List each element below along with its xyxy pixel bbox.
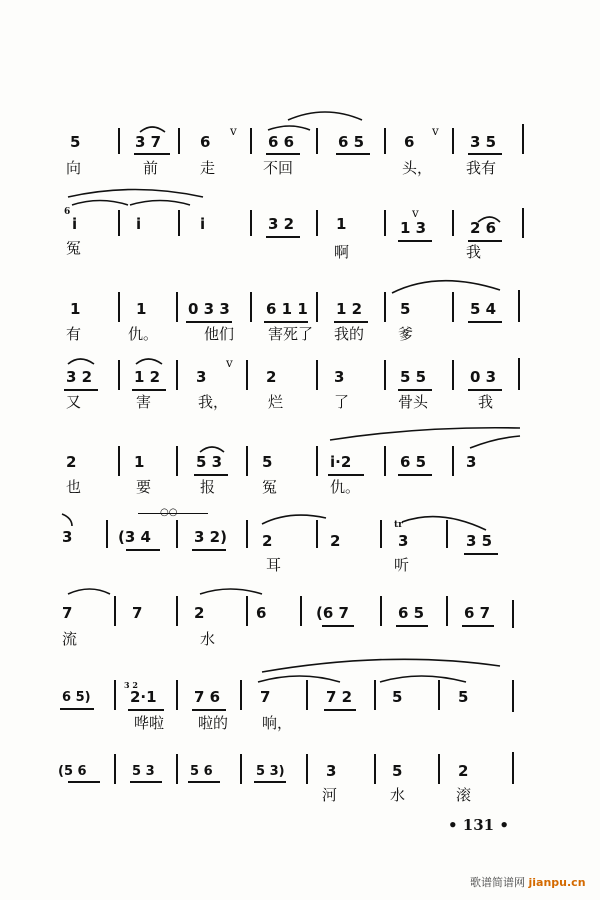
note: 2 (66, 453, 77, 471)
note: (5 6 (58, 764, 87, 779)
slur (130, 201, 190, 206)
note: 7 2 (326, 688, 353, 706)
slur (258, 676, 340, 682)
note: 0 3 3 (188, 300, 230, 318)
beam (336, 153, 370, 155)
beam (132, 389, 166, 391)
barline (452, 210, 454, 236)
ornament-circles: ○○ (160, 507, 178, 518)
note: 3 5 (466, 532, 493, 550)
barline (250, 128, 252, 154)
barline (118, 292, 120, 322)
note: 1 2 (336, 300, 363, 318)
lyric: 要 (136, 478, 152, 496)
barline (438, 754, 440, 784)
page-number: • 131 • (448, 816, 509, 834)
lyric: 仇。 (330, 478, 361, 496)
note: 2 6 (470, 219, 497, 237)
beam (266, 236, 300, 238)
lyric: 他们 (204, 325, 235, 343)
barline (380, 520, 382, 548)
slur (68, 190, 203, 198)
note: 5 (458, 688, 469, 706)
beam (468, 240, 502, 242)
barline (306, 754, 308, 784)
note: 6 5) (62, 690, 91, 705)
grace-note: 6 (64, 207, 71, 217)
beam (464, 553, 498, 555)
note: 5 (392, 688, 403, 706)
breath-mark: v (432, 124, 439, 138)
beam (468, 321, 502, 323)
note: 6 5 (400, 453, 427, 471)
lyric: 滚 (456, 786, 472, 804)
beam (398, 389, 432, 391)
note: 1 (136, 300, 147, 318)
barline (452, 360, 454, 390)
beam (186, 321, 232, 323)
beam (266, 153, 300, 155)
barline (316, 446, 318, 476)
beam (254, 781, 286, 783)
barline (316, 210, 318, 236)
note: 1 3 (400, 219, 427, 237)
barline (176, 292, 178, 322)
slur (200, 589, 262, 594)
beam (328, 474, 364, 476)
slur (68, 359, 94, 364)
lyric: 又 (66, 393, 82, 411)
barline (250, 210, 252, 236)
note: 5 3) (256, 764, 285, 779)
note: 3 7 (135, 133, 162, 151)
lyric: 流 (62, 630, 78, 648)
barline (316, 128, 318, 154)
watermark-domain: jianpu.cn (528, 876, 586, 889)
note: 3 (466, 453, 477, 471)
barline (176, 360, 178, 390)
beam (134, 153, 170, 155)
note: 5 (70, 133, 81, 151)
trill-ornament: tr (394, 520, 403, 530)
lyric: 烂 (268, 393, 284, 411)
note: 2 (458, 762, 469, 780)
beam (324, 709, 356, 711)
slur (392, 281, 500, 293)
barline (114, 596, 116, 626)
beam (264, 321, 308, 323)
beam (64, 389, 98, 391)
slur (268, 126, 310, 130)
note: 7 (260, 688, 271, 706)
barline (452, 292, 454, 322)
note: 7 6 (194, 688, 221, 706)
barline (118, 210, 120, 236)
note: 3 5 (470, 133, 497, 151)
barline (118, 360, 120, 390)
lyric: 哗啦 (134, 714, 165, 732)
beam (468, 153, 502, 155)
lyric: 有 (66, 325, 82, 343)
lyric: 我 (466, 243, 482, 261)
lyric: 我 (478, 393, 494, 411)
lyric: 了 (334, 393, 350, 411)
barline (446, 520, 448, 548)
barline (374, 680, 376, 710)
note: 6 7 (464, 604, 491, 622)
lyric: 走 (200, 159, 216, 177)
note: 6 1 1 (266, 300, 308, 318)
lyric: 冤 (66, 239, 82, 257)
note: 5 5 (400, 368, 427, 386)
lyric: 我有 (466, 159, 497, 177)
note: 6 (404, 133, 415, 151)
barline (240, 754, 242, 784)
note: 5 4 (470, 300, 497, 318)
barline (176, 754, 178, 784)
barline (384, 128, 386, 154)
beam (194, 474, 228, 476)
note: 7 (62, 604, 73, 622)
barline (380, 596, 382, 626)
note: i (200, 215, 206, 233)
note: 2 (262, 532, 273, 550)
lyric: 骨头 (398, 393, 429, 411)
lyric: 河 (322, 786, 338, 804)
note: 2 (194, 604, 205, 622)
note: 5 (392, 762, 403, 780)
slur (288, 112, 362, 120)
note: i·2 (330, 453, 352, 471)
slur (68, 589, 110, 594)
slur (402, 517, 486, 530)
barline (176, 446, 178, 476)
beam (468, 389, 502, 391)
slur (470, 436, 520, 448)
lyric: 水 (390, 786, 406, 804)
note: 5 (400, 300, 411, 318)
barline (522, 208, 524, 238)
note: 3 2 (268, 215, 295, 233)
slur (380, 676, 466, 682)
barline (176, 596, 178, 626)
lyric: 前 (143, 159, 159, 177)
barline (452, 446, 454, 476)
barline (246, 520, 248, 548)
beam (68, 781, 100, 783)
lyric: 报 (200, 478, 216, 496)
watermark-site: 歌谱简谱网 (470, 876, 525, 889)
barline (446, 596, 448, 626)
barline (316, 360, 318, 390)
lyric: 啦的 (198, 714, 229, 732)
barline (246, 360, 248, 390)
beam (334, 321, 368, 323)
beam (128, 709, 164, 711)
note: 6 5 (338, 133, 365, 151)
barline (438, 680, 440, 710)
note: 3 (62, 528, 73, 546)
lyric: 耳 (266, 556, 282, 574)
barline (316, 292, 318, 322)
note: 0 3 (470, 368, 497, 386)
note: 3 (326, 762, 337, 780)
barline (384, 210, 386, 236)
barline (384, 446, 386, 476)
lyric: 我， (198, 393, 229, 411)
note: 1 (134, 453, 145, 471)
barline (246, 596, 248, 626)
note: 2 (266, 368, 277, 386)
barline (176, 520, 178, 548)
note: 7 (132, 604, 143, 622)
note: 3 (334, 368, 345, 386)
barline (250, 292, 252, 322)
beam (396, 625, 428, 627)
lyric: 也 (66, 478, 82, 496)
lyric: 仇。 (128, 325, 159, 343)
barline (452, 128, 454, 154)
barline (512, 600, 514, 628)
beam (126, 549, 160, 551)
barline (240, 680, 242, 710)
lyric: 不回 (263, 159, 294, 177)
barline (518, 358, 520, 390)
barline (512, 752, 514, 784)
note: 3 (196, 368, 207, 386)
slur (136, 359, 162, 364)
barline (518, 290, 520, 322)
grace-note: 3 2 (124, 680, 138, 690)
note: 5 3 (132, 764, 155, 779)
lyric: 啊 (334, 243, 350, 261)
barline (176, 680, 178, 710)
lyric: 冤 (262, 478, 278, 496)
barline (384, 360, 386, 390)
note: 5 3 (196, 453, 223, 471)
barline (374, 754, 376, 784)
barline (384, 292, 386, 322)
note: 5 (262, 453, 273, 471)
lyric: 害死了 (268, 325, 314, 343)
beam (130, 781, 162, 783)
beam (192, 549, 226, 551)
note: 2 (330, 532, 341, 550)
barline (114, 680, 116, 710)
note: 1 (70, 300, 81, 318)
barline (178, 128, 180, 154)
barline (306, 680, 308, 710)
beam (398, 474, 432, 476)
lyric: 头， (402, 159, 433, 177)
beam (462, 625, 494, 627)
note: 6 5 (398, 604, 425, 622)
lyric: 爹 (398, 325, 414, 343)
note: 6 (256, 604, 267, 622)
note: (3 4 (118, 528, 151, 546)
slur (72, 201, 128, 206)
breath-mark: v (226, 356, 233, 370)
breath-mark: v (230, 124, 237, 138)
barline (106, 520, 108, 548)
barline (118, 446, 120, 476)
note: 3 2) (194, 528, 227, 546)
barline (114, 754, 116, 784)
note: 6 (200, 133, 211, 151)
note: 3 (398, 532, 409, 550)
lyric: 水 (200, 630, 216, 648)
lyric: 响， (262, 714, 293, 732)
beam (398, 240, 432, 242)
beam (188, 781, 220, 783)
barline (316, 520, 318, 548)
barline (300, 596, 302, 626)
lyric: 害 (136, 393, 152, 411)
note: i (136, 215, 142, 233)
barline (118, 128, 120, 154)
slur (62, 514, 72, 526)
lyric: 向 (66, 159, 82, 177)
slur (200, 447, 224, 452)
beam (60, 708, 94, 710)
slur (262, 659, 500, 672)
note: i (72, 215, 78, 233)
note: 3 2 (66, 368, 93, 386)
beam (192, 709, 226, 711)
barline (522, 124, 524, 154)
watermark (470, 874, 586, 890)
note: 1 (336, 215, 347, 233)
barline (178, 210, 180, 236)
beam (322, 625, 354, 627)
barline (512, 680, 514, 712)
slur (140, 127, 165, 132)
breath-mark: v (412, 206, 419, 220)
note: 6 6 (268, 133, 295, 151)
slur (330, 428, 520, 440)
lyric: 我的 (334, 325, 365, 343)
note: 1 2 (134, 368, 161, 386)
note: (6 7 (316, 604, 349, 622)
note: 5 6 (190, 764, 213, 779)
note: 2·1 (130, 688, 157, 706)
barline (246, 446, 248, 476)
lyric: 听 (394, 556, 410, 574)
